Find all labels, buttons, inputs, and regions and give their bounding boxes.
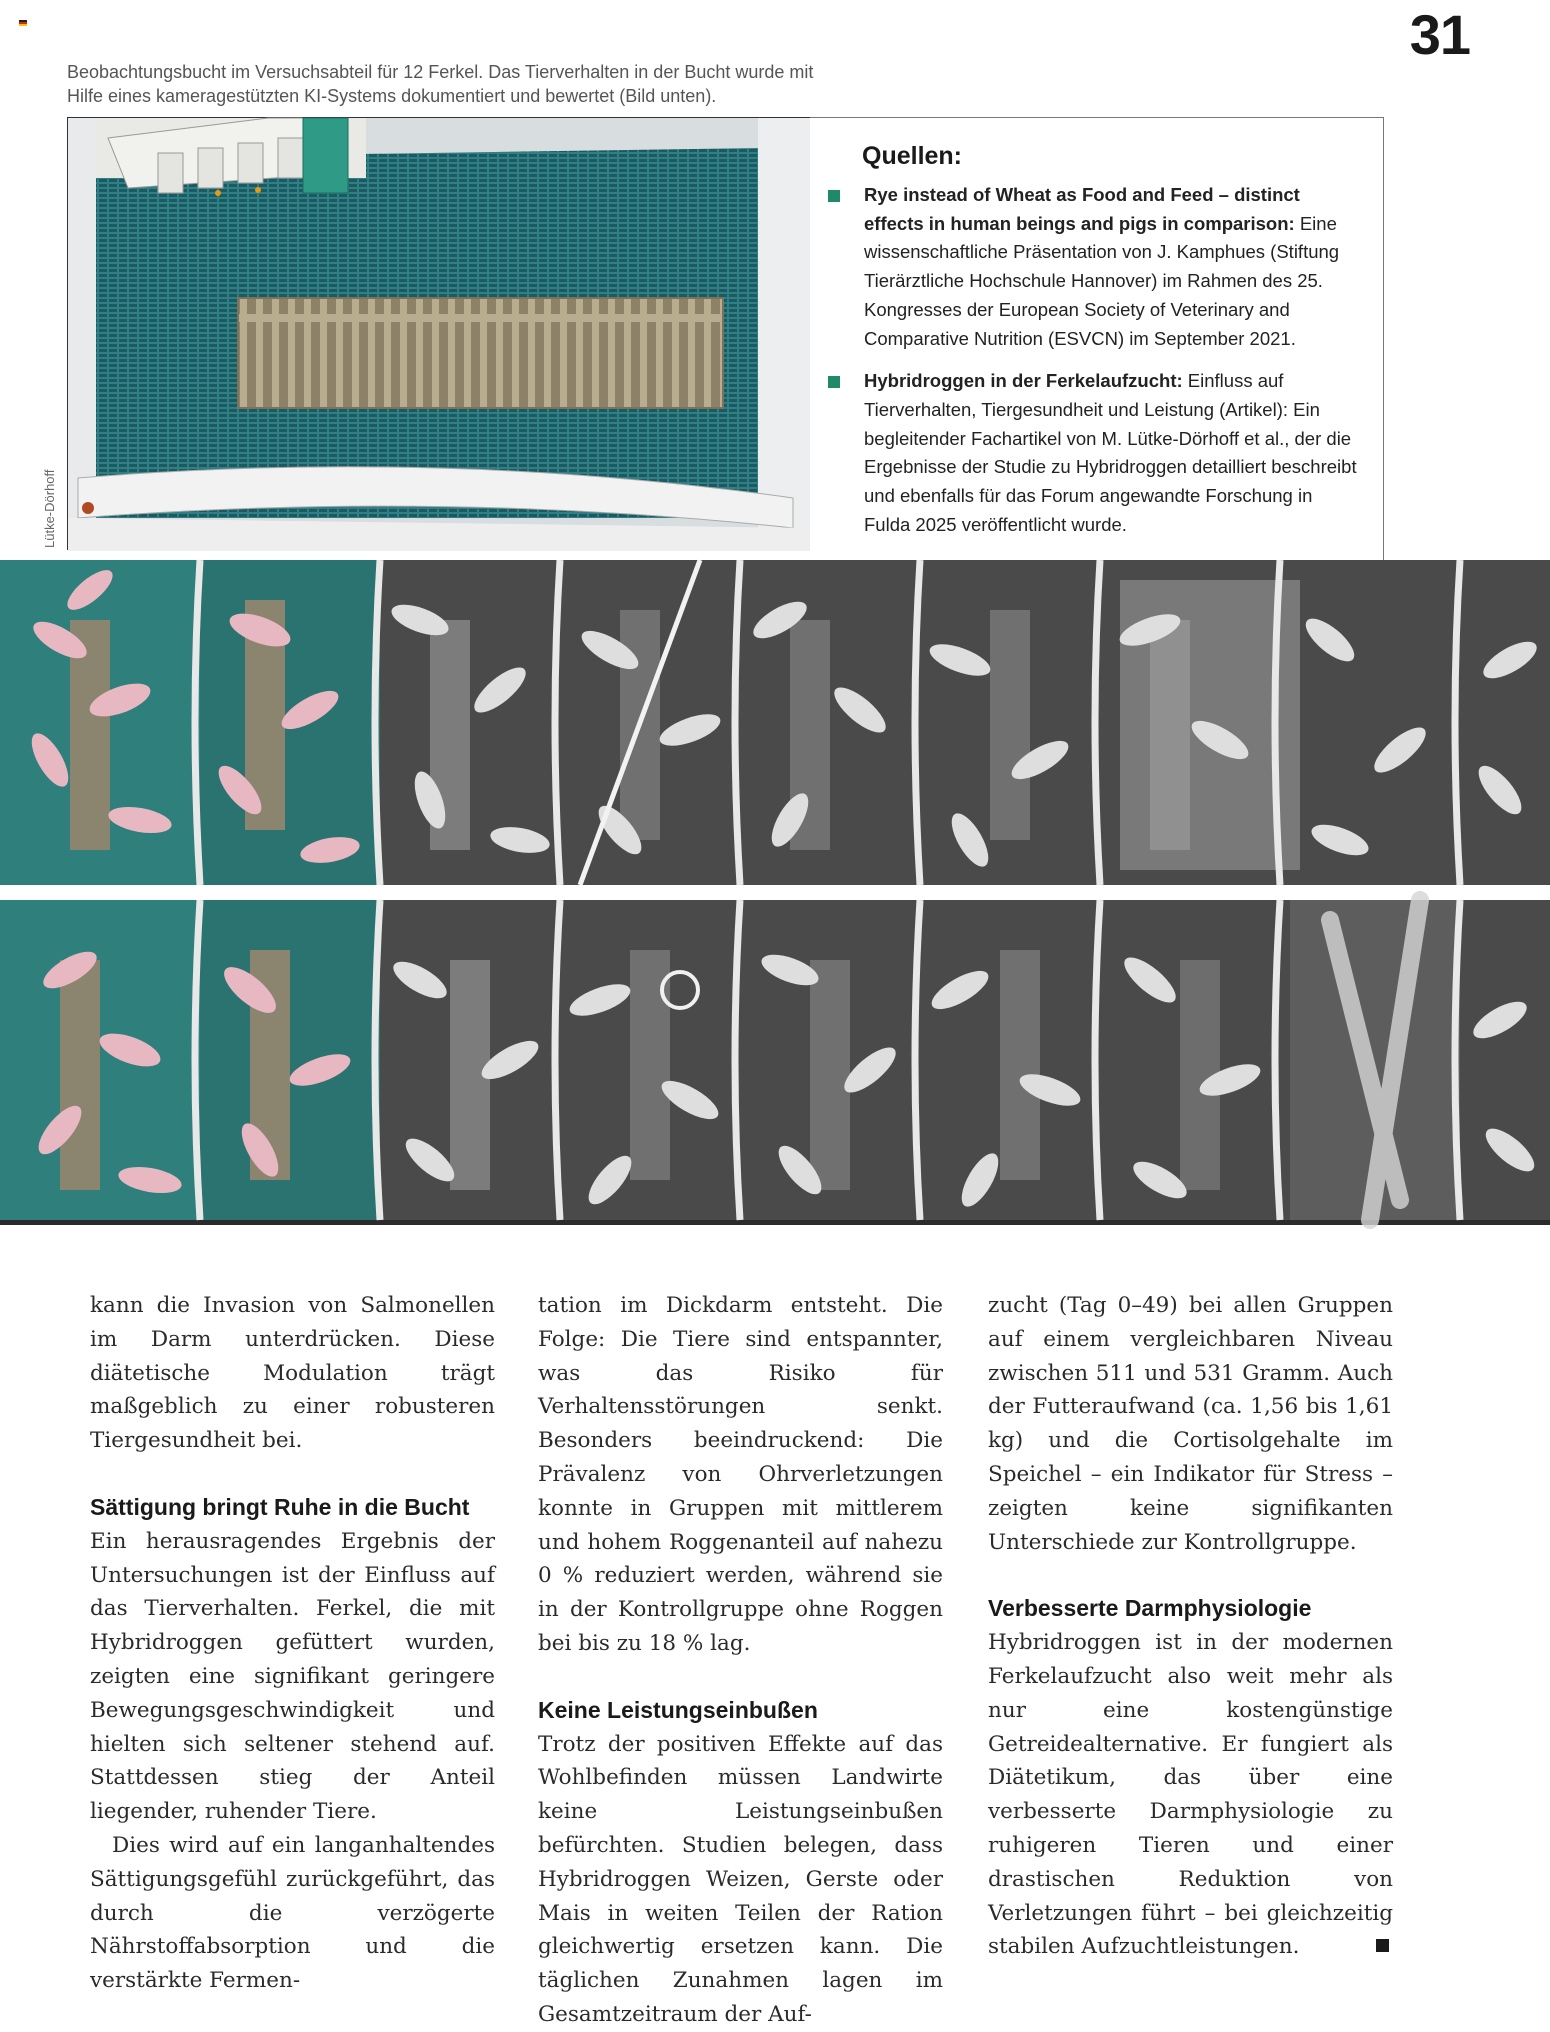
photo-credit: Lütke-Dörhoff xyxy=(42,469,57,548)
camera-strip-top xyxy=(0,560,1550,885)
paragraph: tation im Dickdarm entsteht. Die Folge: Die Tiere sind entspannter, was das Risiko für Verhaltensstörungen senkt. Besonders beeindruckend: Die Prävalenz von Ohrverletzungen konnte in Gruppen mit mittlerem und hohem Roggenanteil auf nahezu 0 % reduziert werden, während sie in der Kontrollgruppe ohne Roggen bei bis zu 18 % lag. xyxy=(538,1293,943,1656)
page-number: 31 xyxy=(1409,3,1470,66)
camera-strip-top-image xyxy=(0,560,1550,885)
source-text: Einfluss auf Tierverhalten, Tiergesundheit und Leistung (Artikel): Ein begleitender Fachartikel von M. Lütke-Dörhoff et al., der die Ergebnisse der Studie zu Hybridroggen detailliert beschreibt und ebenfalls für das Forum angewandte Forschung in Fulda 2025 veröffentlicht wurde. xyxy=(864,370,1357,535)
square-bullet-icon xyxy=(828,190,840,202)
paragraph: kann die Invasion von Salmonellen im Darm unterdrücken. Diese diätetische Modulation trägt maßgeblich zu einer robusteren Tiergesundheit bei. xyxy=(90,1293,495,1454)
article-column-2 xyxy=(538,1289,943,2032)
source-title: Hybridroggen in der Ferkelaufzucht: xyxy=(864,370,1183,392)
camera-strip-bottom-image xyxy=(0,900,1550,1220)
section-heading: Sättigung bringt Ruhe in die Bucht xyxy=(90,1493,470,1520)
paragraph: zucht (Tag 0–49) bei allen Gruppen auf einem vergleichbaren Niveau zwischen 511 und 531 Gramm. Auch der Futteraufwand (ca. 1,56 bis 1,61 kg) und die Cortisolgehalte im Speichel – ein Indikator für Stress – zeigten keine signifikanten Unterschiede zur Kontrollgruppe. xyxy=(988,1293,1393,1555)
article-column-3 xyxy=(988,1289,1393,1964)
paragraph: Dies wird auf ein langanhaltendes Sättigungsgefühl zurückgeführt, das durch die verzögerte Nährstoffabsorption und die verstärkte Fermen- xyxy=(90,1832,495,1994)
section-heading: Keine Leistungseinbußen xyxy=(538,1696,818,1723)
paragraph: Trotz der positiven Effekte auf das Wohlbefinden müssen Landwirte keine Leistungseinbußen befürchten. Studien belegen, dass Hybridroggen Weizen, Gerste oder Mais in weiten Teilen der Ration gleichwertig ersetzen kann. Die täglichen Zunahmen lagen im Gesamtzeitraum der Auf- xyxy=(538,1731,943,2027)
sources-box xyxy=(810,117,1384,560)
pen-overview-photo xyxy=(67,117,810,550)
language-flag-icon xyxy=(19,20,27,26)
source-item xyxy=(864,367,1359,539)
paragraph: Hybridroggen ist in der modernen Ferkelaufzucht also weit mehr als nur eine kostengünstige Getreidealternative. Er fungiert als Diätetikum, das über eine verbesserte Darmphysiologie zu ruhigeren Tieren und einer drastischen Reduktion von Verletzungen führt – bei gleichzeitig stabilen Aufzuchtleistungen. xyxy=(988,1630,1393,1960)
article-column-1 xyxy=(90,1289,495,1998)
article-end-mark-icon xyxy=(1376,1939,1389,1952)
source-title: Rye instead of Wheat as Food and Feed – distinct effects in human beings and pigs in comparison: xyxy=(864,184,1300,234)
source-item xyxy=(864,181,1359,353)
sources-title: Quellen: xyxy=(862,142,963,170)
square-bullet-icon xyxy=(828,376,840,388)
photo-caption: Beobachtungsbucht im Versuchsabteil für 12 Ferkel. Das Tierverhalten in der Bucht wurde mit Hilfe eines kameragestützten KI-Systems dokumentiert und bewertet (Bild unten). xyxy=(67,62,814,106)
source-text: Eine wissenschaftliche Präsentation von J. Kamphues (Stiftung Tierärztliche Hochschule Hannover) im Rahmen des 25. Kongresses der European Society of Veterinary and Comparative Nutrition (ESVCN) im September 2021. xyxy=(864,212,1340,349)
paragraph: Ein herausragendes Ergebnis der Untersuchungen ist der Einfluss auf das Tierverhalten. Ferkel, die mit Hybridroggen gefüttert wurden, zeigten eine signifikant geringere Bewegungsgeschwindigkeit und hielten sich seltener stehend auf. Stattdessen stieg der Anteil liegender, ruhender Tiere. xyxy=(90,1528,495,1825)
section-heading: Verbesserte Darmphysiologie xyxy=(988,1595,1312,1622)
camera-strip-bottom xyxy=(0,900,1550,1225)
